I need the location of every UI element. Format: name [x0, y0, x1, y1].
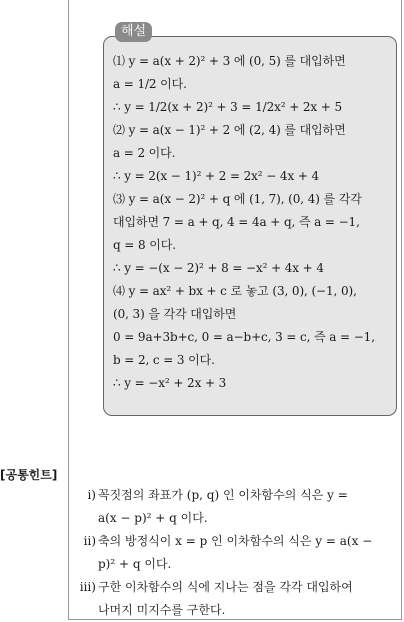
hint-text-continued: 나머지 미지수를 구한다. — [98, 603, 226, 617]
solution-line: ∴ y = 1/2(x + 2)² + 3 = 1/2x² + 2x + 5 — [113, 100, 342, 114]
solution-line: a = 1/2 이다. — [113, 77, 187, 91]
solution-line: (0, 3) 을 각각 대입하면 — [113, 307, 237, 321]
solution-line: b = 2, c = 3 이다. — [113, 353, 215, 367]
solution-tag: 해설 — [115, 22, 152, 42]
solution-lines — [113, 50, 395, 395]
hint-text: 구한 이차함수의 식에 지나는 점을 각각 대입하여 — [98, 580, 353, 594]
hint-item — [74, 576, 402, 599]
hint-text-continued: a(x − p)² + q 이다. — [98, 511, 208, 525]
solution-line: ∴ y = −(x − 2)² + 8 = −x² + 4x + 4 — [113, 261, 324, 275]
hint-number: ⅱ) — [83, 534, 96, 548]
hint-text: 꼭짓점의 좌표가 (p, q) 인 이차함수의 식은 y = — [98, 488, 348, 502]
hint-item — [74, 530, 402, 553]
solution-line: ⑴ y = a(x + 2)² + 3 에 (0, 5) 를 대입하면 — [113, 54, 346, 68]
solution-line: ⑷ y = ax² + bx + c 로 놓고 (3, 0), (−1, 0), — [113, 284, 357, 298]
common-hint-title: [공통힌트] — [0, 468, 58, 482]
solution-line: 0 = 9a+3b+c, 0 = a−b+c, 3 = c, 즉 a = −1, — [113, 330, 375, 344]
solution-line: q = 8 이다. — [113, 238, 176, 252]
solution-line: a = 2 이다. — [113, 146, 176, 160]
hint-number: ⅲ) — [79, 580, 96, 594]
hint-item — [74, 484, 402, 507]
hint-text: 축의 방정식이 x = p 인 이차함수의 식은 y = a(x − — [98, 534, 373, 548]
solution-line: ⑶ y = a(x − 2)² + q 에 (1, 7), (0, 4) 를 각각 — [113, 192, 362, 206]
solution-line: ⑵ y = a(x − 1)² + 2 에 (2, 4) 를 대입하면 — [113, 123, 346, 137]
solution-line: ∴ y = 2(x − 1)² + 2 = 2x² − 4x + 4 — [113, 169, 320, 183]
hint-text-continued: p)² + q 이다. — [98, 557, 172, 571]
hint-number: ⅰ) — [87, 488, 96, 502]
solution-line: ∴ y = −x² + 2x + 3 — [113, 376, 227, 390]
hint-list — [74, 484, 402, 622]
solution-line: 대입하면 7 = a + q, 4 = 4a + q, 즉 a = −1, — [113, 215, 360, 229]
